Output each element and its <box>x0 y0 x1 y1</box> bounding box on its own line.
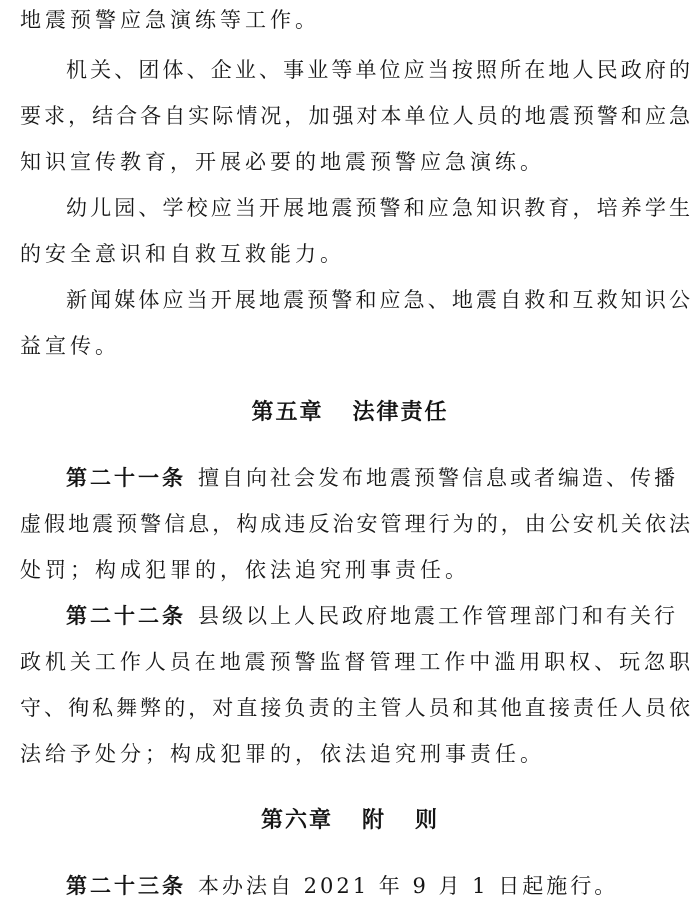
article-first-line <box>66 601 690 631</box>
text-line: 幼儿园、学校应当开展地震预警和应急知识教育，培养学生 <box>66 196 690 220</box>
text-line: 政机关工作人员在地震预警监督管理工作中滥用职权、玩忽职 <box>20 650 690 674</box>
article-label: 第二十一条 <box>66 465 186 490</box>
article-first-line <box>66 463 690 493</box>
text-line: 处罚；构成犯罪的，依法追究刑事责任。 <box>20 558 470 582</box>
text-line: 守、徇私舞弊的，对直接负责的主管人员和其他直接责任人员依 <box>20 696 690 720</box>
article-label: 第二十二条 <box>66 603 186 628</box>
text-line: 法给予处分；构成犯罪的，依法追究刑事责任。 <box>20 742 545 766</box>
text-line: 地震预警应急演练等工作。 <box>20 8 320 32</box>
text-line: 机关、团体、企业、事业等单位应当按照所在地人民政府的 <box>66 58 690 82</box>
text-line: 的安全意识和自救互救能力。 <box>20 242 345 266</box>
article-text: 擅自向社会发布地震预警信息或者编造、传播 <box>198 466 678 490</box>
chapter-heading: 第六章 附 则 <box>261 807 439 833</box>
text-line: 虚假地震预警信息，构成违反治安管理行为的，由公安机关依法 <box>20 512 690 536</box>
text-line: 益宣传。 <box>20 334 120 358</box>
chapter-heading: 第五章 法律责任 <box>251 399 449 425</box>
article-label: 第二十三条 <box>66 873 186 898</box>
article-text: 县级以上人民政府地震工作管理部门和有关行 <box>198 604 678 628</box>
article-text: 本办法自 2021 年 9 月 1 日起施行。 <box>198 874 619 898</box>
text-line: 知识宣传教育，开展必要的地震预警应急演练。 <box>20 150 545 174</box>
article-first-line <box>66 871 690 901</box>
text-line: 新闻媒体应当开展地震预警和应急、地震自救和互救知识公 <box>66 288 690 312</box>
text-line: 要求，结合各自实际情况，加强对本单位人员的地震预警和应急 <box>20 104 690 128</box>
